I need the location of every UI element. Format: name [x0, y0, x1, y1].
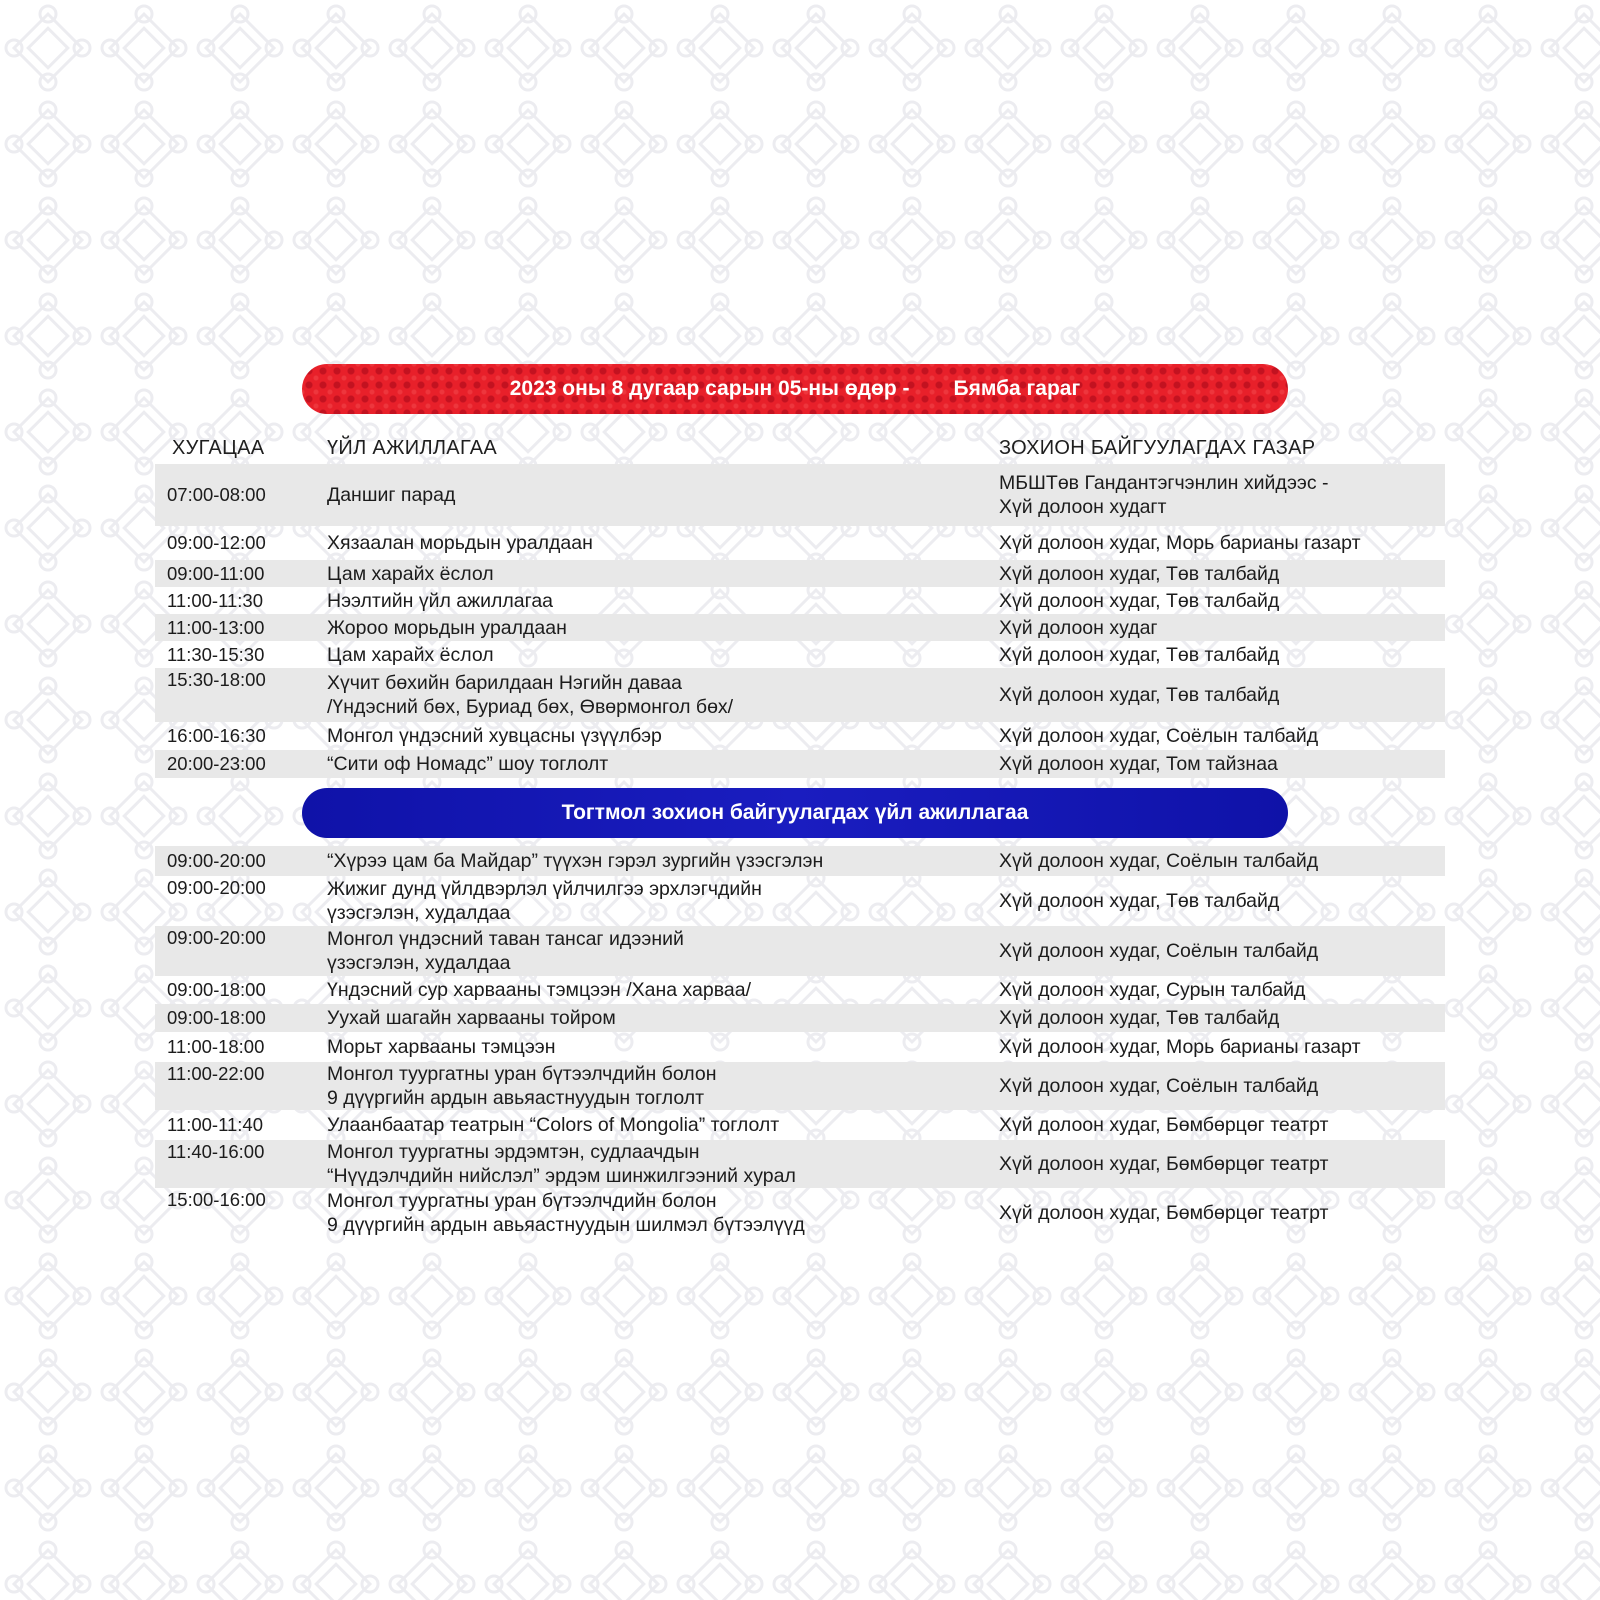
header-location: ЗОХИОН БАЙГУУЛАГДАХ ГАЗАР: [999, 437, 1316, 459]
time-cell: 09:00-20:00: [167, 877, 266, 898]
location-cell-line: МБШТөв Гандантэгчэнлин хийдээс -: [999, 472, 1329, 494]
day-banner: [302, 364, 1288, 414]
permanent-banner: [302, 788, 1288, 838]
location-cell: [999, 1035, 1361, 1059]
activity-cell: [327, 671, 733, 719]
time-cell: 16:00-16:30: [167, 725, 266, 746]
table-row: [155, 1032, 1445, 1062]
location-cell-line: Хүй долоон худаг, Соёлын талбайд: [999, 940, 1319, 962]
location-cell: [999, 849, 1318, 873]
location-cell-line: Хүй долоон худаг, Соёлын талбайд: [999, 1075, 1319, 1097]
activity-cell-line: “Хүрээ цам ба Майдар” түүхэн гэрэл зургийн үзэсгэлэн: [327, 850, 824, 872]
permanent-banner-title: Тогтмол зохион байгуулагдах үйл ажиллагаа: [561, 801, 1029, 824]
location-cell-line: Хүй долоон худаг, Төв талбайд: [999, 563, 1280, 585]
activity-cell: [327, 1035, 556, 1059]
location-cell: [999, 939, 1318, 963]
activity-cell: [327, 589, 553, 613]
table-row: [155, 722, 1445, 750]
day-banner-date: 2023 оны 8 дугаар сарын 05-ны өдөр -: [509, 377, 910, 400]
table-row: [155, 464, 1445, 526]
activity-cell-line: Хязаалан морьдын уралдаан: [327, 532, 593, 554]
activity-cell: [327, 877, 762, 925]
location-cell: [999, 471, 1329, 519]
table-row: [155, 1110, 1445, 1140]
location-cell-line: Хүй долоон худаг, Төв талбайд: [999, 590, 1280, 612]
activity-cell-line: үзэсгэлэн, худалдаа: [327, 902, 511, 924]
time-cell: 11:30-15:30: [167, 644, 265, 665]
activity-cell-line: Монгол үндэсний таван тансаг идээний: [327, 928, 684, 950]
activity-cell: [327, 849, 823, 873]
table-row: [155, 560, 1445, 587]
activity-cell-line: 9 дүүргийн ардын авьяастнуудын шилмэл бүтээлүүд: [327, 1214, 805, 1236]
activity-cell-line: Цам харайх ёслол: [327, 563, 494, 585]
table-row: [155, 750, 1445, 778]
activity-cell-line: Монгол туургатны эрдэмтэн, судлаачдын: [327, 1141, 700, 1163]
activity-cell-line: “Нүүдэлчдийн нийслэл” эрдэм шинжилгээний хурал: [327, 1165, 796, 1187]
time-cell: 11:00-13:00: [167, 617, 265, 638]
table-row: [155, 587, 1445, 614]
location-cell: [999, 643, 1279, 667]
location-cell-line: Хүй долоон худаг: [999, 617, 1158, 639]
time-cell: 11:00-22:00: [167, 1063, 265, 1084]
table-row: [155, 528, 1445, 558]
activity-cell-line: Хүчит бөхийн барилдаан Нэгийн даваа: [327, 672, 682, 694]
activity-cell: [327, 1140, 796, 1188]
time-cell: 15:30-18:00: [167, 669, 266, 690]
time-cell: 11:00-11:40: [167, 1114, 264, 1135]
location-cell: [999, 1201, 1328, 1225]
location-cell: [999, 683, 1279, 707]
time-cell: 11:40-16:00: [167, 1141, 265, 1162]
location-cell: [999, 724, 1318, 748]
activity-cell-line: Морьт харвааны тэмцээн: [327, 1036, 556, 1058]
location-cell-line: Хүй долоон худаг, Төв талбайд: [999, 684, 1280, 706]
table-row: [155, 976, 1445, 1004]
activity-cell-line: үзэсгэлэн, худалдаа: [327, 952, 511, 974]
day-banner-weekday: Бямба гараг: [953, 377, 1081, 400]
location-cell-line: Хүй долоон худаг, Төв талбайд: [999, 890, 1280, 912]
location-cell-line: Хүй долоон худаг, Морь барианы газарт: [999, 532, 1361, 554]
activity-cell-line: Үндэсний сур харвааны тэмцээн /Хана харваа/: [327, 979, 751, 1001]
activity-cell: [327, 927, 684, 975]
time-cell: 09:00-12:00: [167, 532, 266, 553]
time-cell: 07:00-08:00: [167, 484, 266, 505]
time-cell: 11:00-11:30: [167, 590, 264, 611]
activity-cell: [327, 531, 593, 555]
table-row: [155, 846, 1445, 876]
activity-cell-line: Монгол туургатны уран бүтээлчдийн болон: [327, 1063, 717, 1085]
time-cell: 09:00-18:00: [167, 1007, 266, 1028]
time-cell: 09:00-20:00: [167, 850, 266, 871]
table-row: [155, 1062, 1445, 1110]
location-cell: [999, 616, 1158, 640]
activity-cell: [327, 562, 494, 586]
location-cell-line: Хүй долоон худаг, Бөмбөрцөг театрт: [999, 1153, 1329, 1175]
table-row: [155, 668, 1445, 722]
header-activity: ҮЙЛ АЖИЛЛАГАА: [327, 437, 498, 459]
time-cell: 11:00-18:00: [167, 1036, 265, 1057]
location-cell-line: Хүй долоон худаг, Соёлын талбайд: [999, 850, 1319, 872]
location-cell-line: Хүй долоон худаг, Сурын талбайд: [999, 979, 1306, 1001]
activity-cell: [327, 1189, 805, 1237]
activity-cell-line: Жороо морьдын уралдаан: [327, 617, 567, 639]
time-cell: 15:00-16:00: [167, 1189, 266, 1210]
time-cell: 20:00-23:00: [167, 753, 266, 774]
activity-cell: [327, 1006, 616, 1030]
table-row: [155, 1140, 1445, 1188]
activity-cell-line: Даншиг парад: [327, 484, 456, 506]
location-cell: [999, 752, 1278, 776]
activity-cell-line: Жижиг дунд үйлдвэрлэл үйлчилгээ эрхлэгчдийн: [327, 878, 762, 900]
location-cell: [999, 531, 1361, 555]
location-cell-line: Хүй долоон худаг, Бөмбөрцөг театрт: [999, 1114, 1329, 1136]
table-row: [155, 926, 1445, 976]
activity-cell-line: Монгол туургатны уран бүтээлчдийн болон: [327, 1190, 717, 1212]
activity-cell: [327, 752, 608, 776]
activity-cell-line: “Сити оф Номадс” шоу тоглолт: [327, 753, 609, 775]
location-cell: [999, 562, 1279, 586]
location-cell-line: Хүй долоон худаг, Төв талбайд: [999, 644, 1280, 666]
location-cell: [999, 1006, 1279, 1030]
location-cell: [999, 1074, 1318, 1098]
location-cell-line: Хүй долоон худаг, Морь барианы газарт: [999, 1036, 1361, 1058]
table-row: [155, 1188, 1445, 1238]
time-cell: 09:00-18:00: [167, 979, 266, 1000]
location-cell-line: Хүй долоон худаг, Соёлын талбайд: [999, 725, 1319, 747]
header-time: ХУГАЦАА: [172, 437, 265, 459]
table-row: [155, 641, 1445, 668]
location-cell-line: Хүй долоон худаг, Том тайзнаа: [999, 753, 1278, 775]
table-row: [155, 1004, 1445, 1032]
activity-cell-line: 9 дүүргийн ардын авьяастнуудын тоглолт: [327, 1087, 705, 1109]
activity-cell-line: Монгол үндэсний хувцасны үзүүлбэр: [327, 725, 662, 747]
activity-cell-line: Улаанбаатар театрын “Colors of Mongolia” тоглолт: [327, 1114, 780, 1136]
location-cell: [999, 889, 1279, 913]
activity-cell: [327, 724, 662, 748]
activity-cell: [327, 616, 567, 640]
activity-cell: [327, 483, 455, 507]
activity-cell: [327, 643, 494, 667]
activity-cell: [327, 978, 751, 1002]
activity-cell-line: Нээлтийн үйл ажиллагаа: [327, 590, 554, 612]
location-cell: [999, 589, 1279, 613]
location-cell-line: Хүй долоон худагт: [999, 496, 1167, 518]
location-cell: [999, 1152, 1328, 1176]
time-cell: 09:00-11:00: [167, 563, 265, 584]
time-cell: 09:00-20:00: [167, 927, 266, 948]
activity-cell: [327, 1062, 716, 1110]
location-cell: [999, 978, 1305, 1002]
activity-cell-line: Уухай шагайн харвааны тойром: [327, 1007, 616, 1029]
location-cell-line: Хүй долоон худаг, Бөмбөрцөг театрт: [999, 1202, 1329, 1224]
table-row: [155, 614, 1445, 641]
activity-cell-line: Цам харайх ёслол: [327, 644, 494, 666]
activity-cell: [327, 1113, 779, 1137]
activity-cell-line: /Үндэсний бөх, Буриад бөх, Өвөрмонгол бөх/: [327, 696, 734, 718]
location-cell: [999, 1113, 1328, 1137]
location-cell-line: Хүй долоон худаг, Төв талбайд: [999, 1007, 1280, 1029]
table-row: [155, 876, 1445, 926]
